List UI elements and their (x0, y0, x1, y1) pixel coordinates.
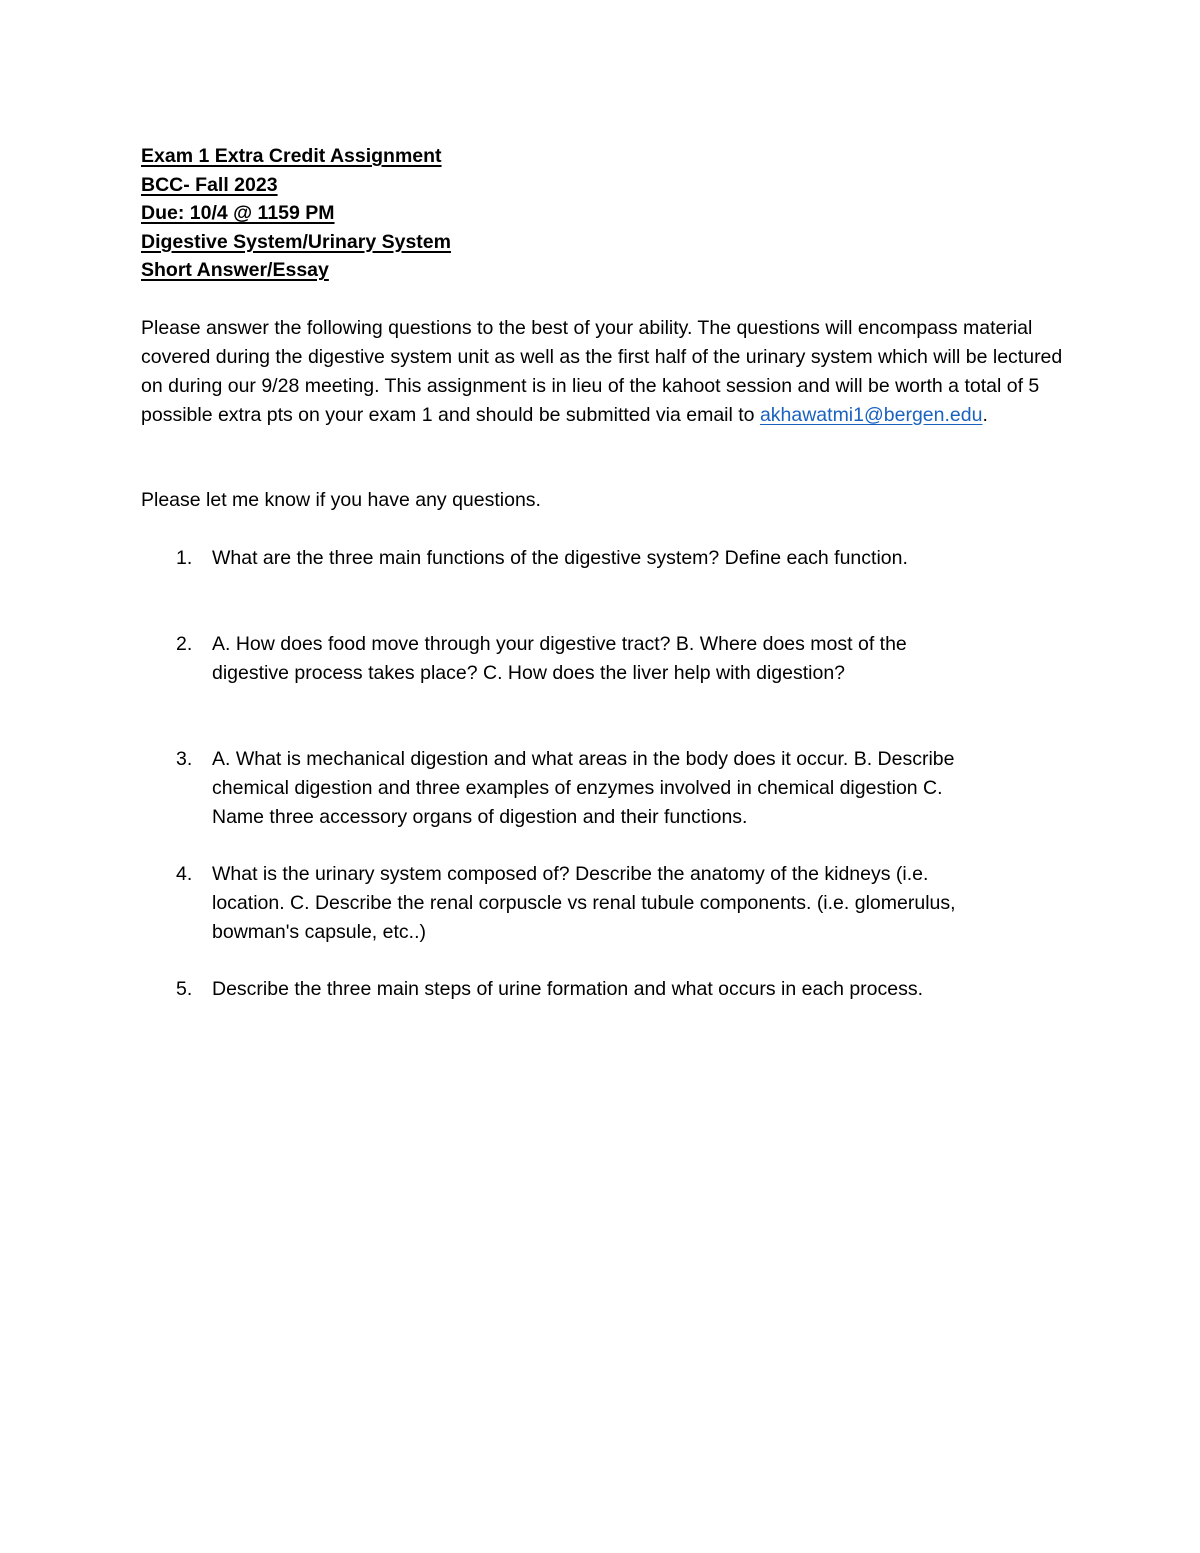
instructions-text: Please answer the following questions to the best of your ability. The questions will encompass material covered during the digestive system unit as well as the first half of the urinary system which will be lectured on during our 9/28 meeting. This assignment is in lieu of the kahoot session and will be worth a total of 5 possible extra pts on your exam 1 and should be submitted via email to (141, 317, 1063, 426)
question-number: 2. (176, 633, 193, 655)
question-text (212, 975, 1076, 1004)
assignment-title: Exam 1 Extra Credit Assignment (141, 145, 442, 167)
instructions-period: . (982, 404, 988, 426)
question-number: 4. (176, 863, 193, 885)
question-text (212, 544, 1076, 573)
question-line: What are the three main functions of the digestive system? Define each function. (212, 547, 908, 569)
course-term: BCC- Fall 2023 (141, 173, 278, 196)
question-line: A. How does food move through your digestive tract? B. Where does most of the (212, 633, 907, 655)
assignment-topic: Digestive System/Urinary System (141, 230, 451, 253)
question-line: A. What is mechanical digestion and what areas in the body does it occur. B. Describe (212, 748, 955, 770)
question-text (212, 860, 1076, 947)
due-date: Due: 10/4 @ 1159 PM (141, 202, 335, 225)
question-line: chemical digestion and three examples of enzymes involved in chemical digestion C. (212, 777, 943, 799)
assignment-format: Short Answer/Essay (141, 259, 329, 282)
question-text (212, 745, 1076, 832)
question-2 (176, 630, 1076, 688)
question-4 (176, 860, 1076, 947)
question-3 (176, 745, 1076, 832)
question-line: digestive process takes place? C. How does the liver help with digestion? (212, 662, 846, 684)
question-line: location. C. Describe the renal corpuscle vs renal tubule components. (i.e. glomerulus, (212, 892, 956, 914)
contact-note: Please let me know if you have any questions. (141, 489, 541, 511)
question-5 (176, 975, 1076, 1004)
instructions-paragraph (141, 314, 1071, 430)
question-number: 3. (176, 748, 193, 770)
question-number: 5. (176, 978, 193, 1000)
question-line: bowman's capsule, etc..) (212, 921, 426, 943)
question-text (212, 630, 1076, 688)
email-link[interactable]: akhawatmi1@bergen.edu (759, 404, 983, 426)
question-number: 1. (176, 547, 193, 569)
question-1 (176, 544, 1076, 573)
assignment-header (141, 142, 841, 285)
question-line: Describe the three main steps of urine formation and what occurs in each process. (212, 978, 924, 1000)
question-line: Name three accessory organs of digestion and their functions. (212, 806, 748, 828)
question-line: What is the urinary system composed of? Describe the anatomy of the kidneys (i.e. (212, 863, 929, 885)
